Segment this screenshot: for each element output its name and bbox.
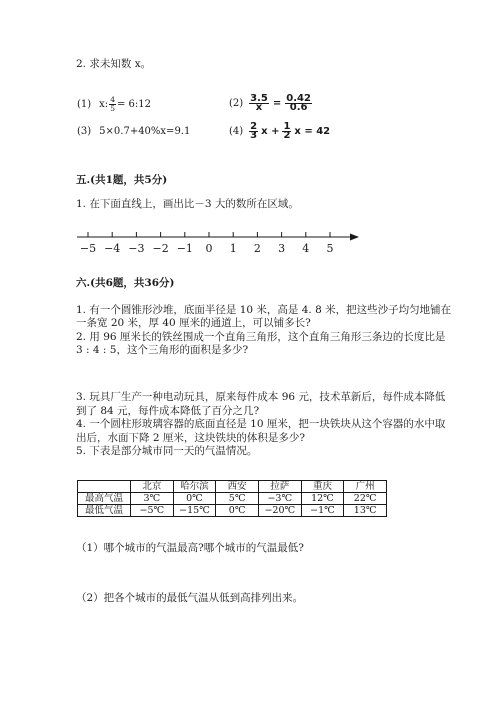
equation-3-label: (3) [77, 126, 92, 137]
table-header-cell: 广州 [344, 481, 387, 493]
number-line-label: 1 [229, 242, 237, 255]
equation-3 [77, 126, 190, 137]
equation-4-fraction-2: $\frac{1}{2}$ [283, 121, 291, 141]
table-row-low [78, 505, 387, 517]
equation-1 [77, 96, 151, 113]
table-cell: −3℃ [258, 493, 301, 505]
table-header-cell: 哈尔滨 [173, 481, 216, 493]
table-corner-cell [78, 481, 131, 493]
number-line-label: −3 [128, 242, 145, 255]
equation-4-fraction-1: $\frac{2}{3}$ [250, 121, 258, 141]
number-line-label: −2 [152, 242, 169, 255]
equation-4-label: (4) [229, 126, 244, 137]
question-3-line-1: 3. 玩具厂生产一种电动玩具，原来每件成本 96 元，技术革新后，每件成本降低 [76, 391, 446, 403]
number-line-label: 3 [278, 242, 286, 255]
question-5: 5. 下表是部分城市同一天的气温情况。 [76, 445, 258, 457]
table-cell: −15℃ [173, 505, 216, 517]
sub-question-1: （1）哪个城市的气温最高?哪个城市的气温最低? [76, 542, 304, 554]
question-4-line-1: 4. 一个圆柱形玻璃容器的底面直径是 10 厘米，把一块铁块从这个容器的水中取 [76, 418, 446, 430]
question-2-line-2: 3 : 4 : 5，这个三角形的面积是多少? [76, 344, 249, 356]
equation-4-rhs: x = 42 [294, 126, 331, 137]
table-cell: 12℃ [301, 493, 344, 505]
section-5-heading: 五.(共1题，共5分) [76, 174, 168, 186]
equation-1-rhs: = 6:12 [116, 99, 151, 110]
equation-4 [229, 123, 330, 140]
equation-2 [229, 95, 313, 112]
table-cell: 0℃ [216, 505, 259, 517]
section-2-title: 2. 求未知数 x。 [76, 58, 152, 70]
table-header-cell: 重庆 [301, 481, 344, 493]
table-header-row [78, 481, 387, 493]
number-line-label: 5 [326, 242, 334, 255]
question-1-line-2: 一条宽 20 米，厚 40 厘米的通道上，可以铺多长? [76, 317, 311, 329]
temperature-table [77, 480, 387, 517]
table-cell: 13℃ [344, 505, 387, 517]
table-cell: −1℃ [301, 505, 344, 517]
number-line-label: −5 [79, 242, 97, 255]
table-header-cell: 拉萨 [258, 481, 301, 493]
question-2-line-1: 2. 用 96 厘米长的铁丝围成一个直角三角形，这个直角三角形三条边的长度比是 [76, 331, 446, 343]
equation-2-equals: = [272, 98, 282, 109]
table-cell: 3℃ [131, 493, 174, 505]
equation-1-label: (1) [77, 99, 92, 110]
table-row-label: 最高气温 [78, 493, 131, 505]
equation-3-text: 5×0.7+40%x=9.1 [99, 126, 191, 137]
table-header-cell: 西安 [216, 481, 259, 493]
equation-2-label: (2) [229, 98, 244, 109]
section-6-heading: 六.(共6题，共36分) [76, 277, 175, 289]
table-cell: −5℃ [131, 505, 174, 517]
number-line [0, 228, 500, 268]
equation-4-mid: x + [261, 126, 280, 137]
table-cell: −20℃ [258, 505, 301, 517]
equation-1-lhs: x: [99, 99, 109, 110]
table-cell: 0℃ [173, 493, 216, 505]
equation-1-fraction: $\frac{4}{5}$ [110, 95, 115, 113]
question-4-line-2: 出后，水面下降 2 厘米，这块铁块的体积是多少? [76, 432, 305, 444]
number-line-label: 4 [302, 242, 310, 255]
question-1-line-1: 1. 有一个圆锥形沙堆，底面半径是 10 米，高是 4. 8 米，把这些沙子均匀地铺在 [76, 304, 452, 316]
section-5-question-1: 1. 在下面直线上，画出比－3 大的数所在区域。 [76, 198, 299, 210]
equation-2-fraction-2: $\frac{0.42}{0.6}$ [286, 93, 311, 113]
table-header-cell: 北京 [131, 481, 174, 493]
number-line-label: 0 [205, 242, 213, 255]
sub-question-2: （2）把各个城市的最低气温从低到高排列出来。 [76, 592, 304, 604]
number-line-label: 2 [253, 242, 261, 255]
table-cell: 22℃ [344, 493, 387, 505]
question-3-line-2: 到了 84 元，每件成本降低了百分之几? [76, 405, 260, 417]
table-cell: 5℃ [216, 493, 259, 505]
number-line-label: −1 [176, 242, 193, 255]
equation-2-fraction-1: $\frac{3.5}{x}$ [250, 93, 268, 113]
table-row-label: 最低气温 [78, 505, 131, 517]
number-line-label: −4 [104, 242, 121, 255]
table-row-high [78, 493, 387, 505]
number-line-arrow [350, 234, 359, 241]
